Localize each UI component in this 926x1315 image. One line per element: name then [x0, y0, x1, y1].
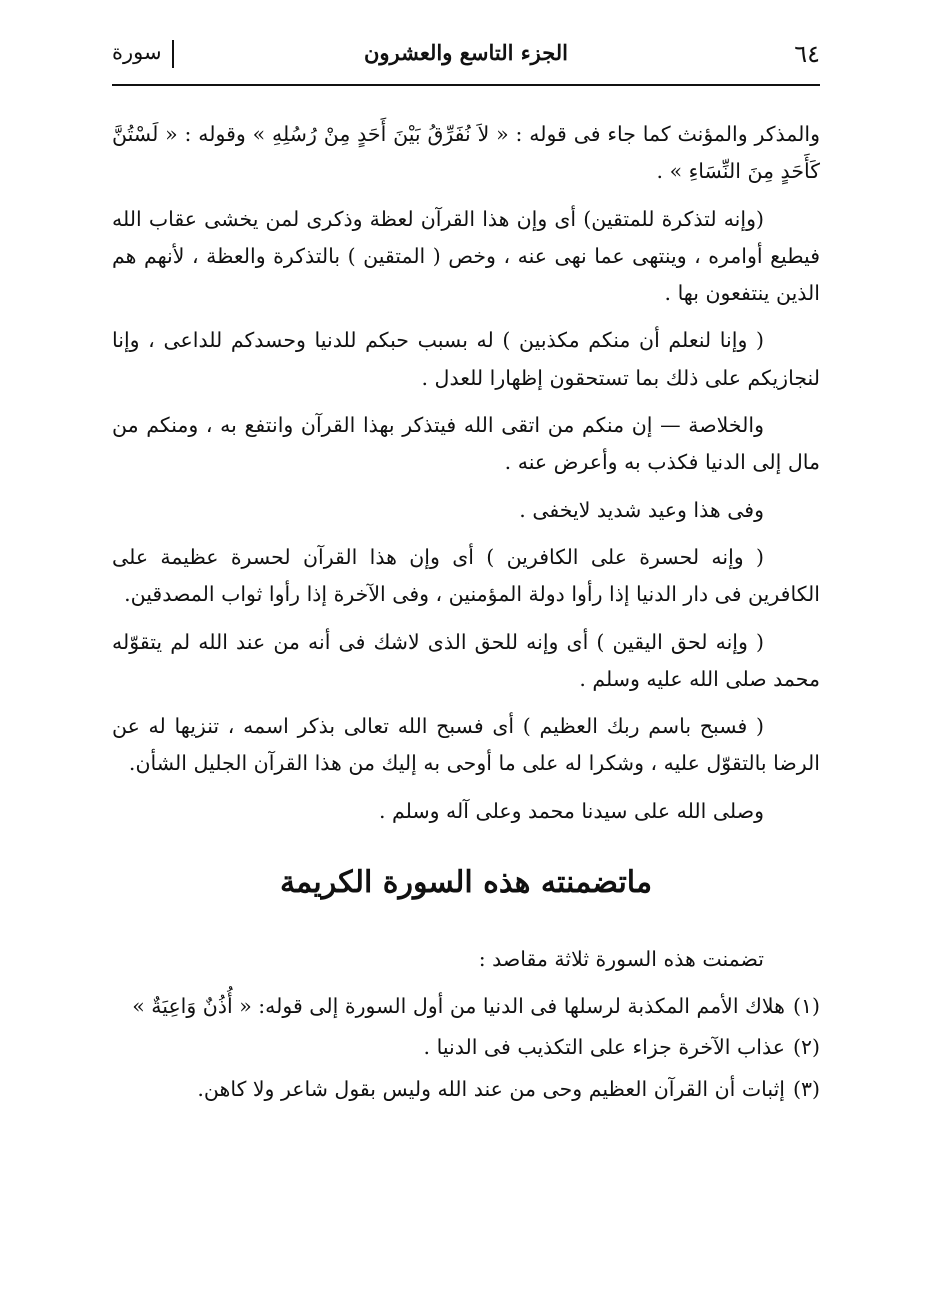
paragraph: والخلاصة — إن منكم من اتقى الله فيتذكر بهذا القرآن وانتفع به ، ومنكم من مال إلى الدنيا فكذب به وأعرض عنه . [112, 413, 820, 475]
list-item-number: (٣) [792, 1076, 820, 1101]
list-item-text: عذاب الآخرة جزاء على التكذيب فى الدنيا . [423, 1035, 785, 1060]
list-item [112, 1071, 820, 1108]
list-item [112, 988, 820, 1025]
list-item-text: إثبات أن القرآن العظيم وحى من عند الله وليس بقول شاعر ولا كاهن. [197, 1076, 785, 1101]
paragraph: والمذكر والمؤنث كما جاء فى قوله : « لاَ نُفَرِّقُ بَيْنَ أَحَدٍ مِنْ رُسُلِهِ » وقوله : « لَسْتُنَّ كَأَحَدٍ مِنَ النِّسَاءِ » . [112, 122, 820, 184]
paragraph: وصلى الله على سيدنا محمد وعلى آله وسلم . [379, 798, 764, 823]
surah-label: سورة [112, 40, 174, 68]
running-title: الجزء التاسع والعشرون [363, 40, 568, 65]
section-intro: تضمنت هذه السورة ثلاثة مقاصد : [478, 946, 764, 971]
paragraph: (وإنه لتذكرة للمتقين) أى وإن هذا القرآن لعظة وذكرى لمن يخشى عقاب الله فيطيع أوامره ، وينتهى عما نهى عنه ، وخص ( المتقين ) بالتذكرة والعظة ، لأنهم هم الذين ينتفعون بها . [112, 206, 820, 306]
paragraph: ( وإنه لحسرة على الكافرين ) أى وإن هذا القرآن لحسرة عظيمة على الكافرين فى دار الدنيا إذا رأوا دولة المؤمنين ، وفى الآخرة إذا رأوا ثواب المصدقين. [112, 544, 820, 607]
body-text [112, 116, 820, 1112]
paragraph: ( فسبح باسم ربك العظيم ) أى فسبح الله تعالى بذكر اسمه ، تنزيها له عن الرضا بالتقوّل عليه ، وشكرا له على ما أوحى به إليك من هذا القرآن الجليل الشأن. [112, 714, 820, 776]
section-heading: ماتضمنته هذه السورة الكريمة [279, 865, 653, 901]
list-item-text: هلاك الأمم المكذبة لرسلها فى الدنيا من أول السورة إلى قوله: « أُذُنٌ وَاعِيَةٌ » [132, 993, 785, 1018]
list-item-number: (١) [792, 993, 820, 1018]
paragraph: ( وإنه لحق اليقين ) أى وإنه للحق الذى لاشك فى أنه من عند الله لم يتقوّله محمد صلى الله عليه وسلم . [112, 629, 820, 691]
header-divider [112, 84, 820, 86]
list-item-number: (٢) [792, 1035, 820, 1060]
paragraph: وفى هذا وعيد شديد لايخفى . [519, 497, 764, 522]
page-number: ٦٤ [794, 40, 820, 68]
list-item [112, 1029, 820, 1066]
paragraph: ( وإنا لنعلم أن منكم مكذبين ) له بسبب حبكم للدنيا وحسدكم للداعى ، وإنا لنجازيكم على ذلك بما تستحقون إظهارا للعدل . [112, 328, 820, 390]
page-header [112, 36, 820, 76]
